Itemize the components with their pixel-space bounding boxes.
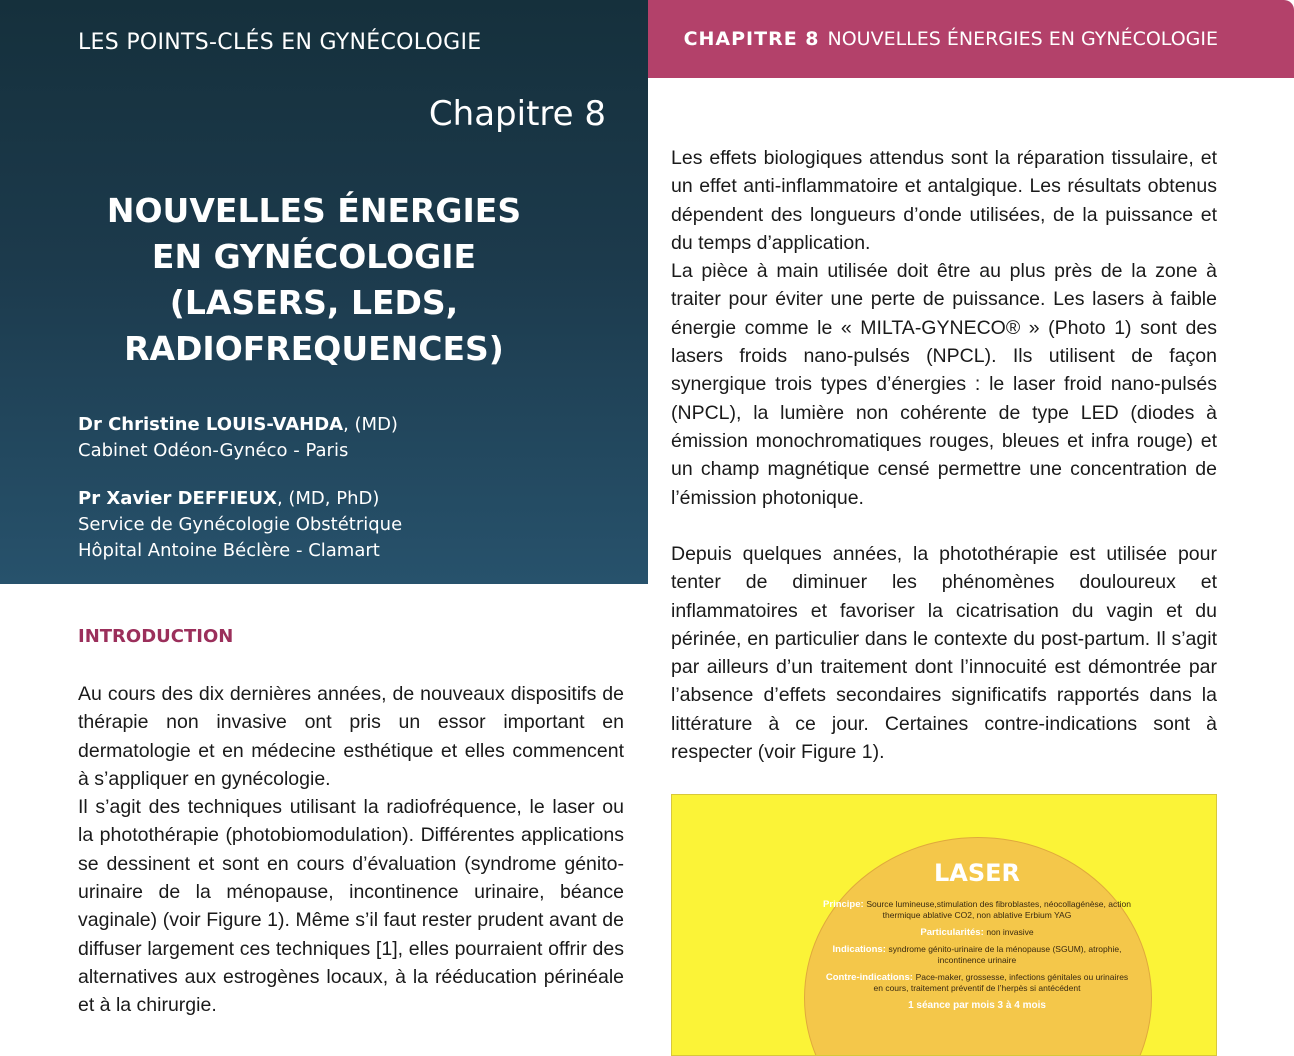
author-name: Dr Christine LOUIS-VAHDA — [78, 414, 344, 435]
author-affiliation: Cabinet Odéon-Gynéco - Paris — [78, 440, 349, 461]
title-line: NOUVELLES ÉNERGIES — [106, 191, 522, 230]
figure-content — [822, 859, 1132, 1011]
running-header-topic: NOUVELLES ÉNERGIES EN GYNÉCOLOGIE — [827, 28, 1218, 50]
introduction-heading: INTRODUCTION — [78, 626, 234, 647]
title-line: (LASERS, LEDS, — [169, 283, 459, 322]
title-line: RADIOFREQUENCES) — [124, 329, 504, 368]
series-title: LES POINTS-CLÉS EN GYNÉCOLOGIE — [78, 30, 482, 55]
author-block — [78, 412, 402, 464]
title-line: EN GYNÉCOLOGIE — [151, 237, 477, 276]
chapter-number: Chapitre 8 — [428, 94, 606, 134]
introduction-text — [78, 680, 624, 1020]
figure-row — [822, 944, 1132, 966]
paragraph: Il s’agit des techniques utilisant la radiofréquence, le laser ou la photothérapie (photobiomodulation). Différentes applications se dessinent et sont en cours d’évaluation (syndrome génito-urinaire de la ménopause, incontinence urinaire, béance vaginale) (voir Figure 1). Même s’il faut rester prudent avant de diffuser largement ces techniques [1], elles pourraient offrir des alternatives aux estrogènes locaux, à la rééducation périnéale et à la chirurgie. — [78, 796, 624, 1017]
figure-title: LASER — [933, 859, 1021, 887]
figure-row-label: Contre-indications — [825, 972, 910, 983]
body-text-block — [671, 144, 1217, 512]
chapter-title-panel — [0, 0, 648, 584]
body-text-block — [671, 540, 1217, 766]
author-block — [78, 486, 402, 564]
figure-row — [822, 972, 1132, 994]
figure-row-text: syndrome génito-urinaire de la ménopause (SGUM), atrophie, incontinence urinaire — [888, 944, 1122, 965]
running-header-chapter: CHAPITRE 8 — [683, 28, 820, 50]
authors-list — [78, 412, 402, 586]
figure-row-text: Source lumineuse,stimulation des fibroblastes, néocollagénèse, action thermique ablative CO2, non ablative Erbium YAG — [866, 899, 1131, 920]
figure-row-label: Particularités — [920, 927, 981, 938]
figure-footer: 1 séance par mois 3 à 4 mois — [908, 1000, 1046, 1011]
paragraph: Au cours des dix dernières années, de nouveaux dispositifs de thérapie non invasive ont pris un essor important en dermatologie et en médecine esthétique et elles commencent à s’appliquer en gynécologie. — [78, 683, 624, 790]
author-degree: , (MD, PhD) — [276, 488, 380, 509]
figure-row — [822, 927, 1132, 938]
author-affiliation: Service de Gynécologie Obstétrique — [78, 514, 403, 535]
figure-row-text: non invasive — [986, 927, 1034, 937]
figure-row-label: Indications — [832, 944, 883, 955]
figure-row-separator: : — [860, 899, 867, 910]
figure-row-label: Principe — [823, 899, 861, 910]
author-degree: , (MD) — [343, 414, 398, 435]
figure-row — [822, 899, 1132, 921]
author-name: Pr Xavier DEFFIEUX — [78, 488, 277, 509]
figure-row-separator: : — [882, 944, 889, 955]
paragraph: La pièce à main utilisée doit être au plus près de la zone à traiter pour éviter une perte de puissance. Les lasers à faible énergie comme le « MILTA-GYNECO® » (Photo 1) sont des lasers froids nano-pulsés (NPCL). Ils utilisent de façon synergique trois types d’énergies : le laser froid nano-pulsés (NPCL), la lumière non cohérente de type LED (diodes à émission monochromatiques rouges, bleues et infra rouge) et un champ magnétique censé permettre une concentration de l’émission photonique. — [671, 260, 1217, 509]
author-affiliation: Hôpital Antoine Béclère - Clamart — [78, 540, 380, 561]
figure-row-text: Pace-maker, grossesse, infections génitales ou urinaires en cours, traitement préventif de l’herpès si antécédent — [873, 972, 1129, 993]
chapter-main-title — [60, 188, 568, 372]
paragraph: Les effets biologiques attendus sont la réparation tissulaire, et un effet anti-inflammatoire et antalgique. Les résultats obtenus dépendent des longueurs d’onde utilisées, de la puissance et du temps d’application. — [671, 147, 1217, 254]
figure-1-laser — [671, 794, 1217, 1056]
paragraph: Depuis quelques années, la photothérapie est utilisée pour tenter de diminuer les phénomènes douloureux et inflammatoires et favoriser la cicatrisation du vagin et du périnée, en particulier dans le contexte du post-partum. Il s’agit par ailleurs d’un traitement dont l’innocuité est démontrée par l’absence d’effets secondaires significatifs rapportés dans la littérature à ce jour. Certaines contre-indications sont à respecter (voir Figure 1). — [671, 543, 1217, 764]
figure-row-separator: : — [980, 927, 987, 938]
running-header — [648, 0, 1294, 78]
figure-row-separator: : — [909, 972, 916, 983]
